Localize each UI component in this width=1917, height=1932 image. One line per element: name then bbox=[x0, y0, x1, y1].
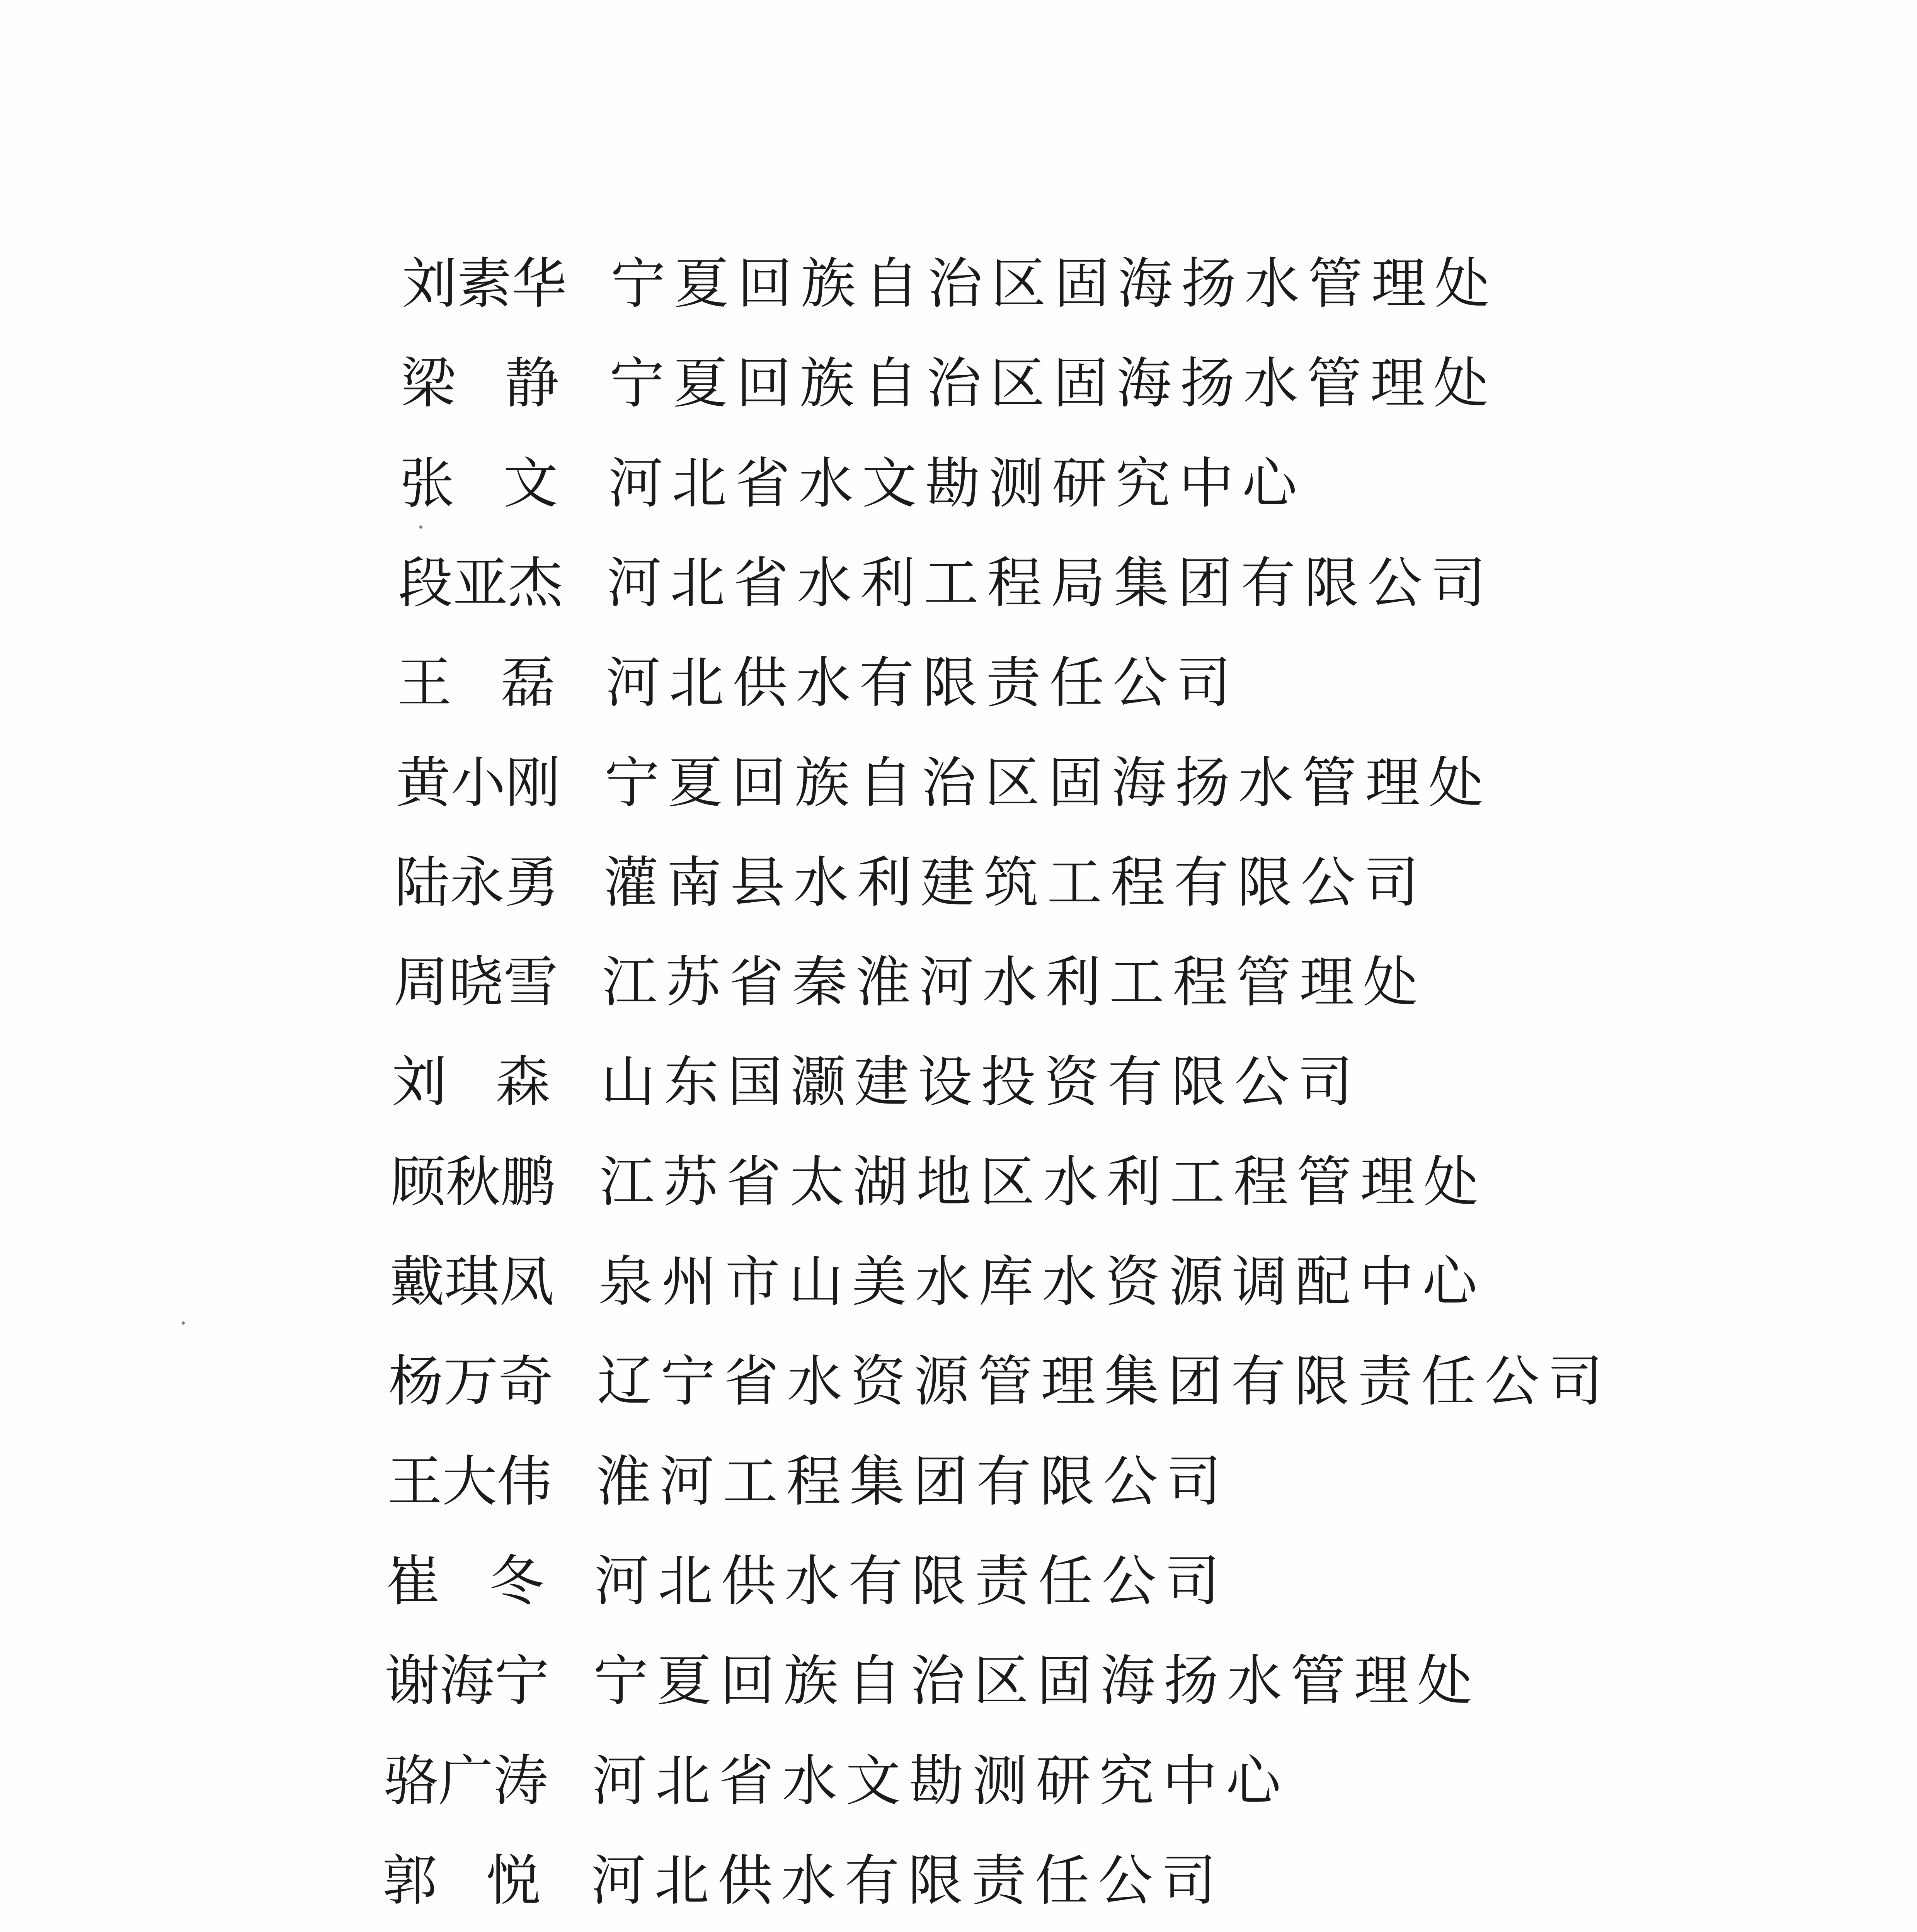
name-character: 奇 bbox=[498, 1350, 553, 1413]
name-character: 亚 bbox=[453, 551, 508, 615]
person-name bbox=[386, 1543, 544, 1620]
name-character: 王 bbox=[397, 651, 452, 715]
name-character: 刘 bbox=[402, 252, 457, 316]
organization-name: 山东国灏建设投资有限公司 bbox=[601, 1050, 1361, 1114]
name-character: 段 bbox=[398, 551, 453, 615]
name-character: 刚 bbox=[506, 751, 560, 815]
person-name bbox=[388, 1343, 553, 1420]
organization-name: 灌南县水利建筑工程有限公司 bbox=[603, 851, 1427, 915]
organization-name: 河北供水有限责任公司 bbox=[594, 1549, 1228, 1613]
organization-name: 宁夏回族自治区固海扬水管理处 bbox=[593, 1649, 1481, 1713]
name-character: 郭 bbox=[382, 1849, 437, 1913]
person-name bbox=[402, 245, 567, 323]
name-character: 张 bbox=[400, 452, 455, 515]
list-item bbox=[383, 1743, 1659, 1820]
name-character: 森 bbox=[495, 1050, 550, 1114]
person-name bbox=[398, 545, 563, 622]
list-item bbox=[397, 645, 1672, 722]
organization-name: 宁夏回族自治区固海扬水管理处 bbox=[604, 751, 1492, 815]
list-item bbox=[388, 1343, 1664, 1420]
person-name bbox=[387, 1443, 552, 1520]
list-item bbox=[395, 844, 1670, 922]
name-character: 周 bbox=[393, 951, 448, 1014]
name-character: 鹏 bbox=[501, 1150, 555, 1214]
name-character: 琪 bbox=[444, 1250, 499, 1314]
list-item bbox=[385, 1643, 1660, 1720]
organization-name: 河北省水文勘测研究中心 bbox=[608, 452, 1306, 515]
person-name bbox=[385, 1643, 549, 1720]
name-character: 万 bbox=[443, 1350, 498, 1413]
name-character: 冬 bbox=[489, 1549, 544, 1613]
organization-name: 河北供水有限责任公司 bbox=[591, 1849, 1225, 1913]
person-name bbox=[401, 345, 559, 422]
list-item bbox=[401, 345, 1676, 422]
organization-name: 宁夏回族自治区固海扬水管理处 bbox=[611, 252, 1498, 316]
name-character: 秋 bbox=[446, 1150, 501, 1214]
person-name bbox=[391, 1144, 555, 1221]
list-item bbox=[398, 545, 1674, 622]
name-character: 陆 bbox=[395, 851, 449, 915]
list-item bbox=[400, 445, 1675, 522]
organization-name: 宁夏回族自治区固海扬水管理处 bbox=[609, 352, 1497, 415]
organization-name: 泉州市山美水库水资源调配中心 bbox=[598, 1250, 1486, 1314]
organization-name: 河北省水文勘测研究中心 bbox=[592, 1749, 1289, 1813]
person-name bbox=[397, 645, 555, 722]
name-character: 凤 bbox=[499, 1250, 554, 1314]
list-item bbox=[402, 245, 1677, 323]
scan-speck bbox=[182, 1321, 185, 1325]
name-character: 勇 bbox=[504, 851, 559, 915]
person-name bbox=[392, 1044, 550, 1121]
name-character: 杰 bbox=[508, 551, 563, 615]
name-character: 王 bbox=[387, 1450, 442, 1514]
name-character: 静 bbox=[504, 352, 559, 415]
name-character: 崔 bbox=[386, 1549, 441, 1613]
name-character: 刘 bbox=[392, 1050, 447, 1114]
name-character: 雪 bbox=[503, 951, 558, 1014]
name-character: 伟 bbox=[497, 1450, 552, 1514]
list-item bbox=[382, 1842, 1658, 1920]
name-character: 磊 bbox=[501, 651, 555, 715]
person-name bbox=[382, 1842, 541, 1920]
person-name bbox=[400, 445, 558, 522]
name-character: 广 bbox=[438, 1749, 493, 1813]
name-character: 谢 bbox=[385, 1649, 439, 1713]
scan-speck bbox=[419, 526, 422, 529]
name-character: 梁 bbox=[401, 352, 456, 415]
list-item bbox=[387, 1443, 1663, 1520]
name-character: 骆 bbox=[383, 1749, 438, 1813]
name-character: 宁 bbox=[494, 1649, 549, 1713]
list-item bbox=[396, 745, 1671, 822]
person-name bbox=[395, 844, 559, 922]
organization-name: 淮河工程集团有限公司 bbox=[596, 1450, 1230, 1514]
name-character: 永 bbox=[449, 851, 504, 915]
person-name bbox=[396, 745, 560, 822]
list-item bbox=[390, 1243, 1665, 1321]
organization-name: 河北省水利工程局集团有限公司 bbox=[607, 551, 1494, 615]
organization-name: 江苏省秦淮河水利工程管理处 bbox=[602, 951, 1426, 1014]
person-name bbox=[383, 1743, 548, 1820]
list-item bbox=[386, 1543, 1661, 1620]
organization-name: 辽宁省水资源管理集团有限责任公司 bbox=[597, 1350, 1611, 1413]
list-item bbox=[393, 944, 1669, 1021]
name-character: 悦 bbox=[486, 1849, 541, 1913]
name-character: 素 bbox=[457, 252, 512, 316]
name-character: 华 bbox=[512, 252, 567, 316]
name-character: 黄 bbox=[396, 751, 451, 815]
person-name bbox=[390, 1243, 554, 1321]
organization-name: 江苏省太湖地区水利工程管理处 bbox=[599, 1150, 1487, 1214]
person-name bbox=[393, 944, 558, 1021]
name-character: 涛 bbox=[493, 1749, 548, 1813]
list-item bbox=[392, 1044, 1667, 1121]
name-character: 晓 bbox=[448, 951, 503, 1014]
list-item bbox=[391, 1144, 1666, 1221]
organization-name: 河北供水有限责任公司 bbox=[606, 651, 1239, 715]
name-character: 大 bbox=[442, 1450, 497, 1514]
name-character: 海 bbox=[439, 1649, 494, 1713]
name-character: 文 bbox=[503, 452, 558, 515]
name-character: 戴 bbox=[390, 1250, 444, 1314]
name-character: 杨 bbox=[388, 1350, 443, 1413]
name-character: 顾 bbox=[391, 1150, 446, 1214]
name-character: 小 bbox=[451, 751, 506, 815]
